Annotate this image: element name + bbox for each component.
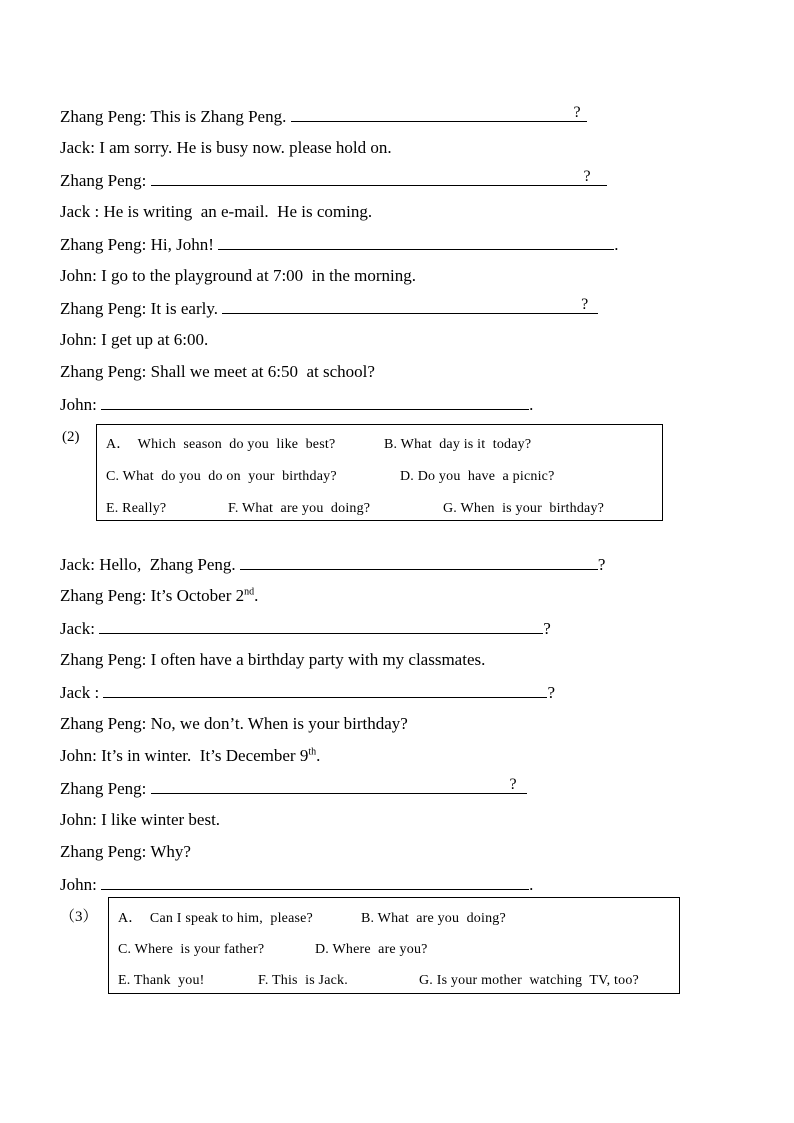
option-d: D. Do you have a picnic? [400, 469, 555, 484]
speaker: John: [60, 330, 97, 349]
utterance: I am sorry. He is busy now. please hold on. [99, 138, 392, 157]
blank-end-mark: ? [509, 776, 517, 793]
section-label-3: （3） [60, 909, 98, 925]
speaker: Jack: [60, 138, 95, 157]
option-d: D. Where are you? [315, 942, 428, 957]
speaker: Zhang Peng: [60, 299, 147, 318]
speaker: John: [60, 395, 97, 414]
option-a: A． Which season do you like best? [106, 437, 336, 452]
speaker: John: [60, 266, 97, 285]
speaker: Zhang Peng: [60, 235, 147, 254]
utterance: I often have a birthday party with my classmates. [150, 650, 486, 669]
speaker: Zhang Peng: [60, 714, 147, 733]
answer-blank[interactable] [222, 298, 598, 314]
speaker: Zhang Peng: [60, 107, 147, 126]
utterance: It’s October 2 [150, 586, 245, 605]
answer-blank[interactable] [101, 874, 529, 890]
option-g: G. When is your birthday? [443, 501, 605, 516]
utterance: Hello, Zhang Peng. [99, 555, 236, 574]
speaker: Jack: [60, 619, 95, 638]
options-box-3 [108, 897, 680, 994]
utterance: It is early. [150, 299, 219, 318]
dialogue1-line-10 [60, 394, 533, 415]
dialogue2-line-3 [60, 618, 551, 639]
option-e: E. Really? [106, 501, 167, 516]
answer-blank[interactable] [151, 778, 527, 794]
speaker: Zhang Peng: [60, 362, 147, 381]
utterance: This is Zhang Peng. [150, 107, 287, 126]
speaker: Zhang Peng: [60, 171, 147, 190]
option-c: C. What do you do on your birthday? [106, 469, 337, 484]
dialogue1-line-2 [60, 138, 392, 158]
utterance: It’s in winter. It’s December 9 [101, 746, 309, 765]
speaker: John: [60, 810, 97, 829]
dialogue2-line-10 [60, 842, 191, 862]
option-g: G. Is your mother watching TV, too? [419, 973, 639, 988]
option-c: C. Where is your father? [118, 942, 265, 957]
option-b: B. What day is it today? [384, 437, 532, 452]
utterance: I go to the playground at 7:00 in the morning. [101, 266, 417, 285]
answer-blank[interactable] [151, 170, 607, 186]
blank-end-mark: ? [597, 555, 606, 574]
speaker: Zhang Peng: [60, 586, 147, 605]
ordinal-suffix: nd [244, 586, 255, 598]
speaker: Zhang Peng: [60, 650, 147, 669]
option-a: A． Can I speak to him, please? [118, 911, 313, 926]
utterance: Hi, John! [150, 235, 214, 254]
option-b: B. What are you doing? [361, 911, 506, 926]
blank-end-mark: ? [543, 619, 551, 638]
blank-end-mark: . [529, 875, 534, 894]
option-f: F. What are you doing? [228, 501, 371, 516]
options-box-2 [96, 424, 663, 521]
utterance: No, we don’t. When is your birthday? [150, 714, 408, 733]
utterance: I like winter best. [101, 810, 221, 829]
utterance-end: . [254, 586, 259, 605]
dialogue2-line-9 [60, 810, 220, 830]
utterance: I get up at 6:00. [101, 330, 209, 349]
dialogue1-line-9 [60, 362, 375, 382]
section-label-2: (2) [62, 429, 80, 445]
answer-blank[interactable] [240, 554, 598, 570]
blank-end-mark: ? [581, 296, 589, 313]
dialogue2-line-8 [60, 778, 527, 799]
utterance: He is writing an e-mail. He is coming. [103, 202, 373, 221]
dialogue1-line-8 [60, 330, 208, 350]
speaker: Jack: [60, 555, 95, 574]
utterance: Shall we meet at 6:50 at school? [150, 362, 375, 381]
dialogue1-line-1 [60, 106, 587, 127]
dialogue1-line-4 [60, 202, 372, 222]
blank-end-mark: ? [583, 168, 591, 185]
speaker: Jack : [60, 683, 100, 702]
answer-blank[interactable] [103, 682, 547, 698]
dialogue1-line-5 [60, 234, 618, 255]
utterance: Why? [150, 842, 191, 861]
blank-end-mark: ? [547, 683, 555, 702]
blank-end-mark: . [614, 235, 619, 254]
dialogue2-line-2 [60, 586, 258, 606]
dialogue2-line-11 [60, 874, 533, 895]
dialogue1-line-7 [60, 298, 598, 319]
dialogue2-line-7 [60, 746, 320, 766]
answer-blank[interactable] [101, 394, 529, 410]
blank-end-mark: . [529, 395, 534, 414]
option-f: F. This is Jack. [258, 973, 348, 988]
dialogue2-line-1 [60, 554, 605, 575]
speaker: Zhang Peng: [60, 842, 147, 861]
answer-blank[interactable] [291, 106, 587, 122]
utterance-end: . [316, 746, 321, 765]
speaker: John: [60, 875, 97, 894]
speaker: Jack : [60, 202, 100, 221]
ordinal-suffix: th [308, 746, 317, 758]
dialogue2-line-6 [60, 714, 408, 734]
speaker: Zhang Peng: [60, 779, 147, 798]
speaker: John: [60, 746, 97, 765]
dialogue1-line-3 [60, 170, 607, 191]
blank-end-mark: ? [573, 104, 581, 121]
answer-blank[interactable] [99, 618, 543, 634]
dialogue2-line-5 [60, 682, 555, 703]
answer-blank[interactable] [218, 234, 614, 250]
option-e: E. Thank you! [118, 973, 205, 988]
dialogue2-line-4 [60, 650, 485, 670]
dialogue1-line-6 [60, 266, 416, 286]
